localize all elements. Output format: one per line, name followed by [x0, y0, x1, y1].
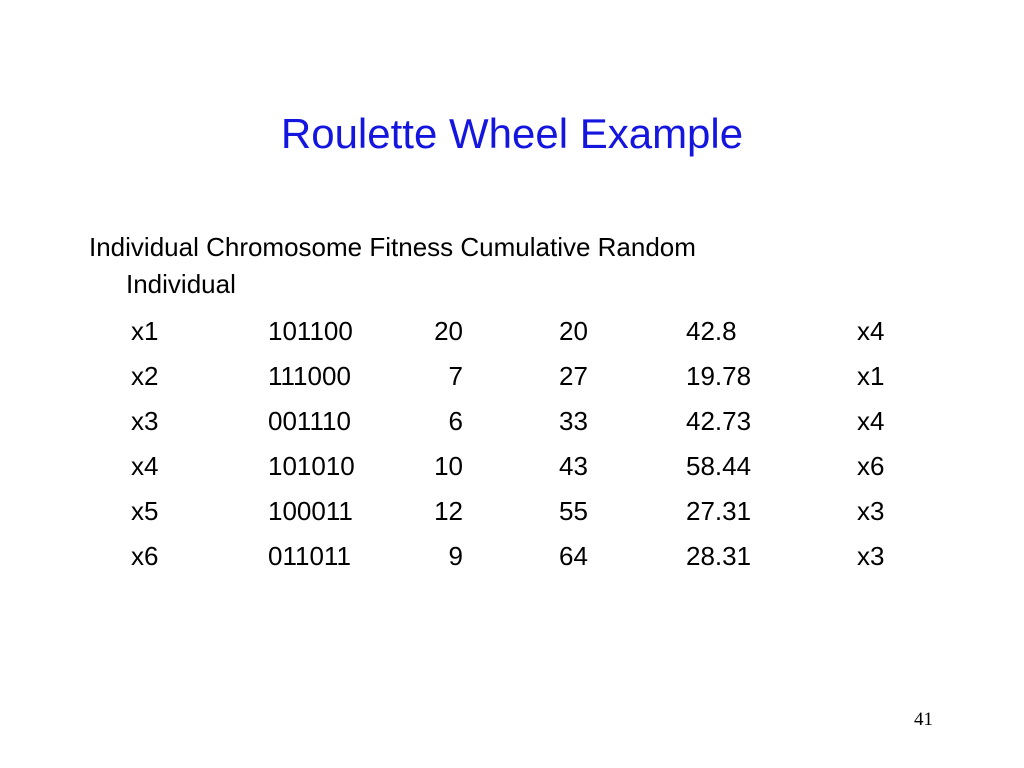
cell-chromosome: 101010 [268, 451, 355, 481]
cell-cumulative: 33 [559, 406, 588, 436]
cell-selected: x6 [857, 451, 885, 481]
cell-chromosome: 101100 [268, 316, 353, 346]
cell-random: 42.73 [686, 406, 752, 436]
cell-fitness: 6 [448, 406, 463, 436]
page-number: 41 [914, 709, 933, 730]
cell-selected: x1 [857, 361, 885, 391]
cell-random: 28.31 [686, 541, 752, 571]
table-header-line-1: Individual Chromosome Fitness Cumulative Random [89, 232, 696, 262]
cell-individual: x4 [131, 451, 159, 481]
cell-chromosome: 111000 [268, 361, 351, 391]
cell-cumulative: 43 [559, 451, 588, 481]
cell-selected: x3 [857, 496, 885, 526]
cell-random: 42.8 [686, 316, 737, 346]
cell-random: 27.31 [686, 496, 752, 526]
cell-individual: x6 [131, 541, 159, 571]
cell-chromosome: 100011 [268, 496, 353, 526]
cell-individual: x1 [131, 316, 159, 346]
cell-individual: x5 [131, 496, 159, 526]
cell-fitness: 12 [434, 496, 463, 526]
cell-chromosome: 001110 [268, 406, 351, 436]
cell-fitness: 20 [434, 316, 463, 346]
cell-cumulative: 64 [559, 541, 588, 571]
table-header-line-2: Individual [126, 269, 236, 299]
cell-chromosome: 011011 [268, 541, 351, 571]
cell-fitness: 10 [434, 451, 463, 481]
cell-random: 19.78 [686, 361, 752, 391]
cell-selected: x4 [857, 406, 885, 436]
cell-selected: x3 [857, 541, 885, 571]
cell-fitness: 7 [448, 361, 463, 391]
cell-fitness: 9 [448, 541, 463, 571]
cell-individual: x2 [131, 361, 159, 391]
cell-individual: x3 [131, 406, 159, 436]
cell-cumulative: 20 [559, 316, 588, 346]
cell-cumulative: 55 [559, 496, 588, 526]
cell-random: 58.44 [686, 451, 752, 481]
cell-cumulative: 27 [559, 361, 588, 391]
cell-selected: x4 [857, 316, 885, 346]
slide-title: Roulette Wheel Example [280, 110, 744, 157]
